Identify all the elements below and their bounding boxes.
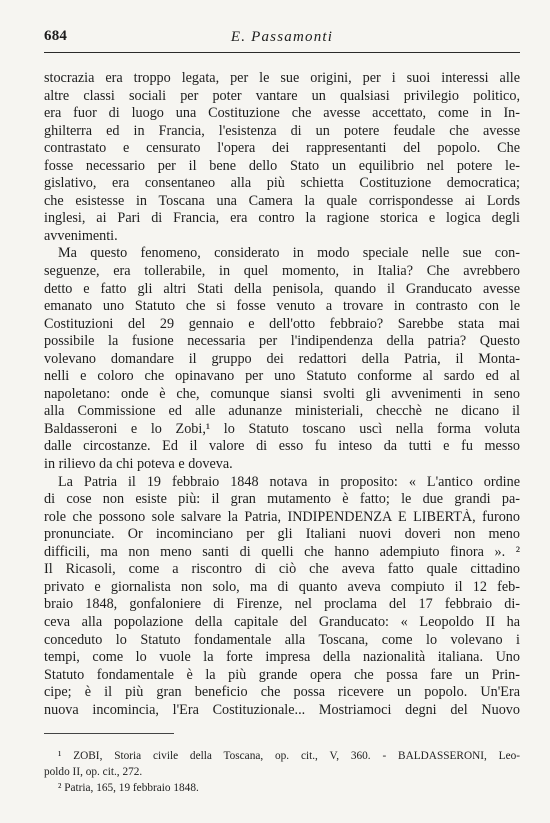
text-line: Statuto fondamentale è la più grande opera che possa fare un Prin- (44, 666, 520, 683)
footnotes (44, 748, 520, 796)
text-line: alla Commissione ed alle adunanze ministeriali, checchè ne dicano il (44, 403, 520, 420)
text-line: gislativo, era consentaneo alla più schietta Costituzione democratica; (44, 175, 520, 192)
body-text (44, 70, 520, 719)
text-line: possibile la fusione necessaria per l'indipendenza della patria? Questo (44, 333, 520, 350)
text-line: emanato uno Statuto che si fosse venuto a trovare in contrasto con le (44, 298, 520, 315)
text-line: role che possono sole salvare la Patria, INDIPENDENZA E LIBERTÀ, furono (44, 508, 520, 525)
text-line: La Patria il 19 febbraio 1848 notava in proposito: « L'antico ordine (58, 473, 520, 490)
text-line: Il Ricasoli, come a riscontro di ciò che aveva fatto quale cittadino (44, 561, 520, 578)
header-rule (44, 52, 520, 53)
footnote-line: ² Patria, 165, 19 febbraio 1848. (58, 782, 199, 794)
text-line: conceduto lo Statuto fondamentale alla Toscana, come lo volevano i (44, 631, 520, 648)
footnote-line: poldo II, op. cit., 272. (44, 766, 143, 778)
text-line: che esistesse in Toscana una Camera la quale corrispondesse ai Lords (44, 192, 520, 209)
text-line: stocrazia era troppo legata, per le sue origini, per i suoi interessi alle (44, 70, 520, 86)
page-number: 684 (44, 28, 68, 44)
text-line: tempi, come lo vuole la forte impresa della nazionalità italiana. Uno (44, 649, 520, 666)
text-line: ceva alla popolazione della capitale del Granducato: « Leopoldo II ha (44, 613, 520, 630)
text-line: avvenimenti. (44, 227, 118, 244)
text-line: cipe; è il più gran beneficio che possa ricevere un popolo. Un'Era (44, 684, 520, 701)
text-line: era fuor di luogo una Costituzione che avesse accettato, come in In- (44, 105, 520, 122)
text-line: contrastato e censurato l'opera dei rappresentanti del popolo. Che (44, 140, 520, 157)
text-line: in rilievo da chi poteva e doveva. (44, 456, 233, 473)
text-line: altre classi sociali per poter vantare un qualsiasi privilegio politico, (44, 87, 520, 104)
text-line: braio 1848, gonfaloniere di Firenze, nel proclama del 17 febbraio di- (44, 596, 520, 613)
text-line: inglesi, ai Pari di Francia, era contro la ragione storica e logica degli (44, 210, 520, 227)
text-line: di cose non esiste più: il gran mutamento è fatto; le due grandi pa- (44, 491, 520, 508)
text-line: privato e giornalista non solo, ma di quanto aveva compiuto il 12 feb- (44, 578, 520, 595)
text-line: nelli e coloro che opinavano per uno Statuto conforme al sardo ed al (44, 368, 520, 385)
text-line: seguenze, era tollerabile, in quel momento, in Italia? Che avrebbero (44, 263, 520, 280)
text-line: Baldasseroni e lo Zobi,¹ lo Statuto toscano uscì nella forma voluta (44, 420, 520, 437)
page-header (44, 28, 520, 48)
text-line: napoletano: onde è che, comunque siansi svolti gli avvenimenti in seno (44, 385, 520, 402)
text-line: volevano domandare il gruppo dei redattori della Patria, il Monta- (44, 350, 520, 367)
running-head: E. Passamonti (230, 29, 334, 45)
text-line: difficili, ma non meno santi di quelli che hanno adempiuto finora ». ² (44, 543, 520, 560)
footnote-rule (44, 733, 174, 734)
text-line: dalle circostanze. Ed il valore di esso fu inteso da tutti e fu messo (44, 438, 520, 455)
text-line: nuova incomincia, l'Era Costituzionale... Mostriamoci degni del Nuovo (44, 701, 520, 718)
text-line: detto e fatto gli altri Stati della penisola, quando il Granducato avesse (44, 280, 520, 297)
text-line: fosse necessario per il bene dello Stato un equilibrio nel potere le- (44, 157, 520, 174)
text-line: ghilterra ed in Francia, l'esistenza di un potere feudale che avesse (44, 122, 520, 139)
footnote-line: ¹ ZOBI, Storia civile della Toscana, op. cit., V, 360. - BALDASSERONI, Leo- (58, 750, 520, 762)
text-line: Costituzioni del 29 gennaio e dell'otto febbraio? Sarebbe stata mai (44, 315, 520, 332)
text-line: Ma questo fenomeno, considerato in modo speciale nelle sue con- (58, 245, 520, 262)
text-line: pronunciate. Or incominciano per gli Italiani nuovi doveri non meno (44, 526, 520, 543)
